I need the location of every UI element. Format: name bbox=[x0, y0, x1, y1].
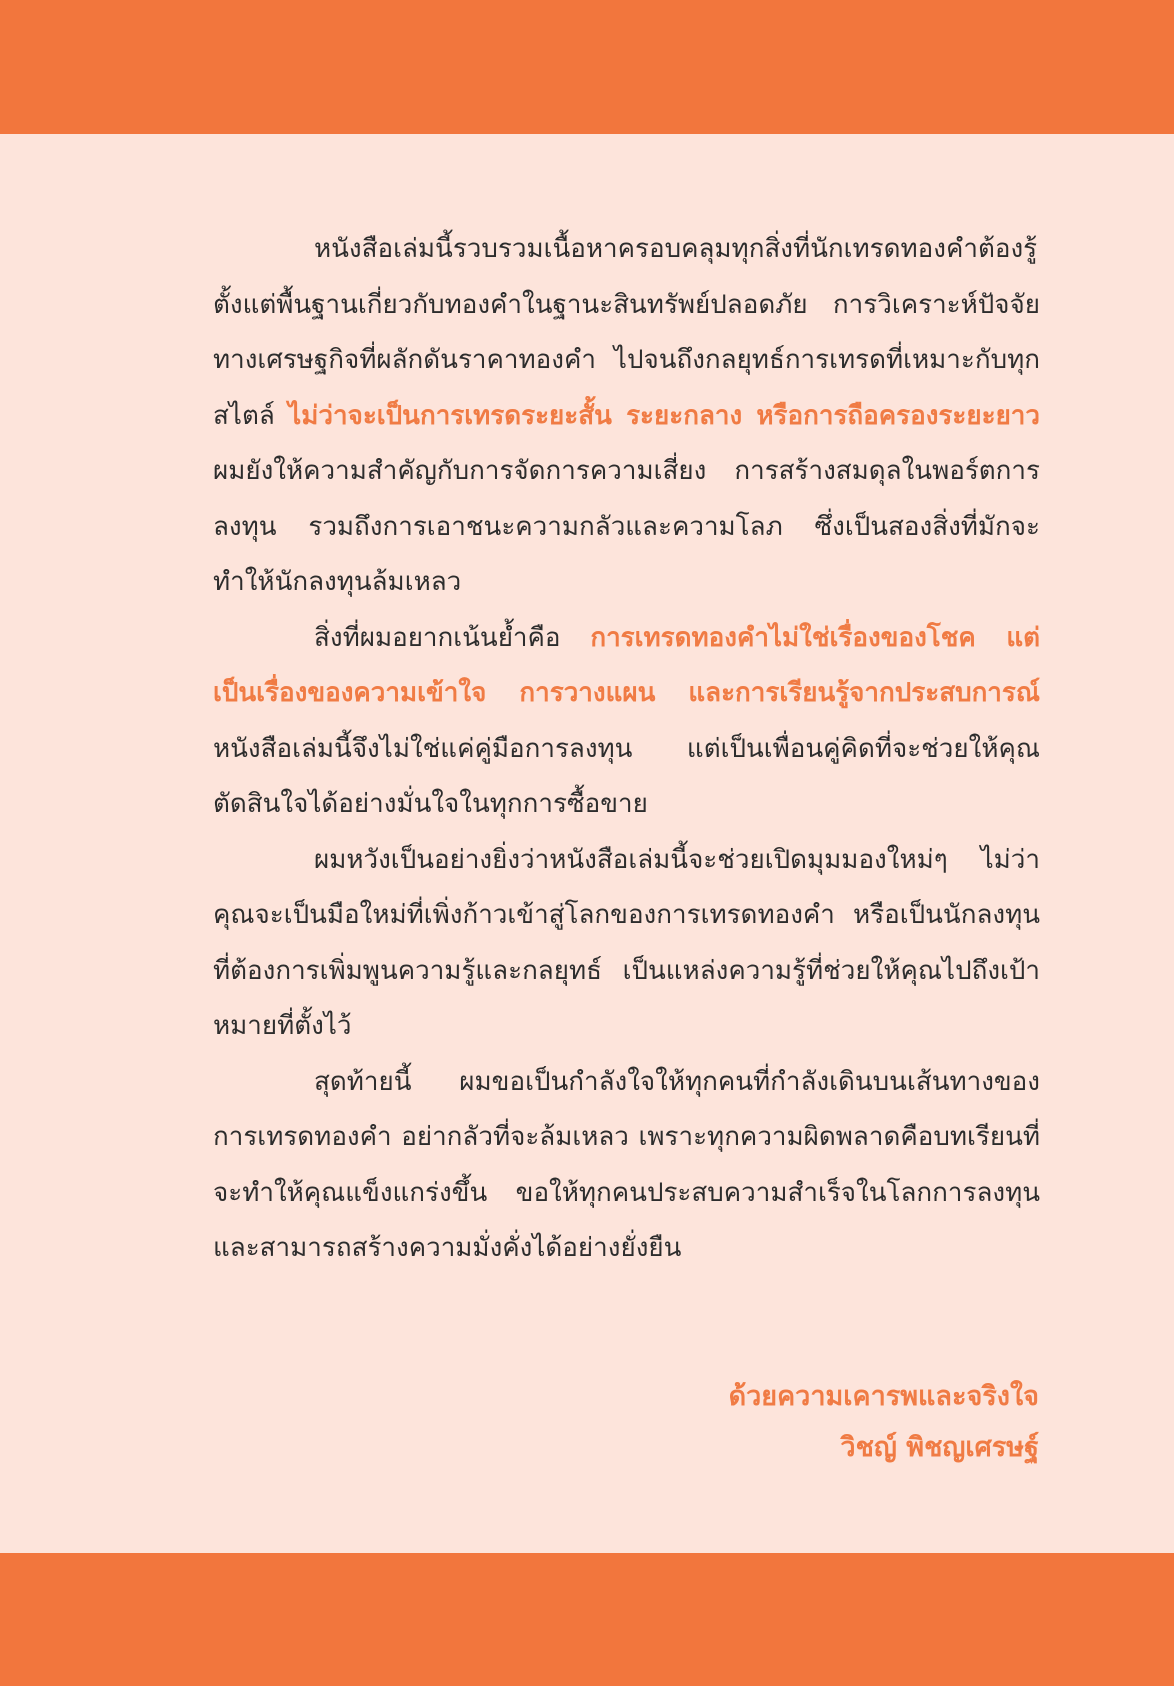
top-orange-band bbox=[0, 0, 1174, 134]
body-text bbox=[213, 222, 1040, 1277]
paragraph-1-highlight: ไม่ว่าจะเป็นการเทรดระยะสั้น ระยะกลาง หรือการถือครองระยะยาว bbox=[288, 400, 1040, 431]
paragraph-1 bbox=[213, 222, 1040, 611]
paragraph-1-text-end: ผมยังให้ความสำคัญกับการจัดการความเสี่ยง การสร้างสมดุลในพอร์ตการลงทุน รวมถึงการเอาชนะความกลัวและความโลภ ซึ่งเป็นสองสิ่งที่มักจะทำให้นักลงทุนล้มเหลว bbox=[213, 456, 1040, 597]
closing-line: ด้วยความเคารพและจริงใจ bbox=[728, 1381, 1039, 1412]
paragraph-2-highlight: การเทรดทองคำไม่ใช่เรื่องของโชค แต่เป็นเรื่องของความเข้าใจ การวางแผน และการเรียนรู้จากประสบการณ์ bbox=[213, 622, 1040, 708]
paragraph-2-text-end: หนังสือเล่มนี้จึงไม่ใช่แค่คู่มือการลงทุน แต่เป็นเพื่อนคู่คิดที่จะช่วยให้คุณตัดสินใจได้อย่างมั่นใจในทุกการซื้อขาย bbox=[213, 733, 1040, 819]
author-name: วิชญ์ พิชญเศรษฐ์ bbox=[840, 1432, 1039, 1463]
paragraph-2-text: สิ่งที่ผมอยากเน้นย้ำคือ bbox=[314, 622, 591, 653]
paragraph-4: สุดท้ายนี้ ผมขอเป็นกำลังใจให้ทุกคนที่กำลังเดินบนเส้นทางของการเทรดทองคำ อย่ากลัวที่จะล้มเหลว เพราะทุกความผิดพลาดคือบทเรียนที่จะทำให้คุณแข็งแกร่งขึ้น ขอให้ทุกคนประสบความสำเร็จในโลกการลงทุนและสามารถสร้างความมั่งคั่งได้อย่างยั่งยืน bbox=[213, 1066, 1040, 1263]
bottom-orange-band bbox=[0, 1553, 1174, 1686]
signature-block bbox=[729, 1371, 1039, 1473]
paragraph-1-text: หนังสือเล่มนี้รวบรวมเนื้อหาครอบคลุมทุกสิ่งที่นักเทรดทองคำต้องรู้ ตั้งแต่พื้นฐานเกี่ยวกับทองคำในฐานะสินทรัพย์ปลอดภัย การวิเคราะห์ปัจจัยทางเศรษฐกิจที่ผลักดันราคาทองคำ ไปจนถึงกลยุทธ์การเทรดที่เหมาะกับทุกสไตล์ bbox=[213, 234, 1040, 431]
paragraph-2 bbox=[213, 611, 1040, 833]
paragraph-3: ผมหวังเป็นอย่างยิ่งว่าหนังสือเล่มนี้จะช่วยเปิดมุมมองใหม่ๆ ไม่ว่าคุณจะเป็นมือใหม่ที่เพิ่งก้าวเข้าสู่โลกของการเทรดทองคำ หรือเป็นนักลงทุนที่ต้องการเพิ่มพูนความรู้และกลยุทธ์ เป็นแหล่งความรู้ที่ช่วยให้คุณไปถึงเป้าหมายที่ตั้งไว้ bbox=[213, 844, 1040, 1041]
